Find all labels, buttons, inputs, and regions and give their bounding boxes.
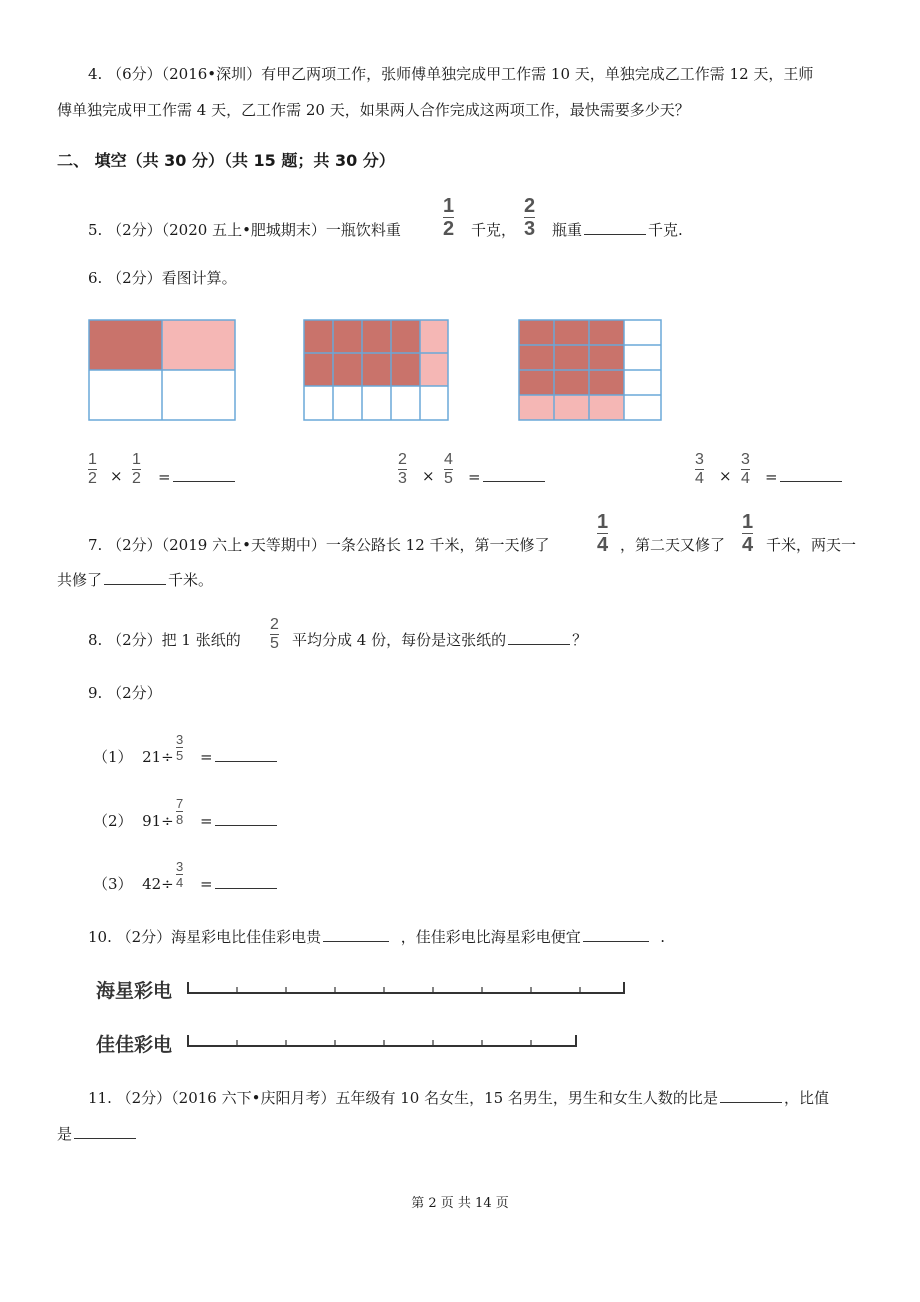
q5-suffix-a: 瓶重: [552, 221, 583, 239]
q6-eq3-equals: [765, 467, 844, 486]
equals-sign: =: [200, 875, 213, 893]
q8-answer-blank[interactable]: [508, 630, 570, 645]
equals-sign: =: [765, 468, 778, 486]
q9-item-1-equals: [200, 747, 279, 767]
q6-eq2-fraction-b: [444, 452, 453, 487]
q5-mid: 千克，: [471, 221, 517, 239]
q11-line2: [57, 1124, 138, 1144]
q11-answer-blank-1[interactable]: [720, 1088, 782, 1103]
denominator: 4: [741, 470, 750, 487]
denominator: 4: [742, 534, 754, 556]
q11-line1-a: 11. （2分）（2016 六下•庆阳月考）五年级有 10 名女生，15 名男生，男生和女生人数的比是: [88, 1089, 718, 1107]
q5-prefix: 5. （2分）（2020 五上•肥城期末）一瓶饮料重: [88, 221, 401, 239]
q5-answer-blank[interactable]: [584, 220, 646, 235]
q9-item-3-fraction: [176, 860, 183, 889]
q5-fraction-1: [443, 196, 454, 239]
q11-line1: [88, 1088, 829, 1108]
q10-text-a: 10. （2分）海星彩电比佳佳彩电贵: [88, 928, 322, 946]
numerator: 3: [741, 451, 750, 468]
numerator: 1: [443, 195, 455, 217]
q4-line1: 4. （6分）（2016•深圳）有甲乙两项工作，张师傅单独完成甲工作需 10 天，单独完成乙工作需 12 天，王师: [88, 65, 814, 83]
q10-bar-haixing: [186, 978, 628, 1000]
denominator: 2: [443, 218, 455, 240]
numerator: 3: [176, 859, 184, 874]
q7-line2-b: 千米。: [168, 571, 214, 589]
q7-fraction-1: [597, 512, 608, 555]
denominator: 5: [270, 635, 279, 652]
q9-item-1-answer-blank[interactable]: [215, 747, 277, 762]
q10-answer-blank-2[interactable]: [583, 927, 649, 942]
q7-fraction-2: [742, 512, 753, 555]
numerator: 1: [88, 451, 97, 468]
q6-eq1-equals: [158, 467, 237, 486]
q10-text-b: ，佳佳彩电比海星彩电便宜: [400, 928, 581, 946]
q8-suffix-b: ？: [572, 631, 588, 649]
q10-text: [88, 927, 665, 947]
q8-suffix-a: 平均分成 4 份，每份是这张纸的: [292, 631, 507, 649]
q10-answer-blank-1[interactable]: [323, 927, 389, 942]
numerator: 1: [742, 511, 754, 533]
q9-item-3: [93, 874, 174, 894]
q9-item-dividend: 21÷: [142, 748, 174, 766]
numerator: 3: [176, 732, 184, 747]
denominator: 3: [524, 218, 536, 240]
denominator: 4: [176, 875, 184, 890]
q7-line2-a: 共修了: [57, 571, 103, 589]
q8-suffix: [292, 630, 587, 650]
q8-fraction: [270, 617, 279, 652]
q7-mid: ，第二天又修了: [620, 536, 726, 554]
grid-cell-dark: [89, 320, 162, 370]
denominator: 5: [444, 470, 453, 487]
bar-label-haixing: 海星彩电: [96, 980, 173, 1002]
times-sign: ×: [422, 467, 435, 485]
bar-label-jiajia: 佳佳彩电: [96, 1034, 173, 1056]
q7-suffix: 千米，两天一: [766, 536, 857, 554]
numerator: 1: [597, 511, 609, 533]
q6-eq1-fraction-a: [88, 452, 97, 487]
q9-item-2-equals: [200, 811, 279, 831]
q9-item-2: [93, 811, 174, 831]
denominator: 8: [176, 812, 184, 827]
q6-eq1-fraction-b: [132, 452, 141, 487]
q7-answer-blank[interactable]: [104, 570, 166, 585]
section-title: 二、 填空（共 30 分）（共 15 题；共 30 分）: [57, 151, 395, 170]
q9-item-1: [93, 747, 174, 767]
q11-line2-text: 是: [57, 1125, 73, 1143]
q9-item-3-answer-blank[interactable]: [215, 874, 277, 889]
q6-figure-1: [88, 319, 236, 421]
q7-prefix: 7. （2分）（2019 六上•天等期中）一条公路长 12 千米，第一天修了: [88, 536, 550, 554]
q11-answer-blank-2[interactable]: [74, 1124, 136, 1139]
denominator: 2: [132, 470, 141, 487]
times-sign: ×: [719, 467, 732, 485]
numerator: 2: [398, 451, 407, 468]
numerator: 2: [270, 616, 279, 633]
grid-cell-light: [162, 320, 235, 370]
grid-cells-dark: [519, 320, 624, 395]
q9-item-dividend: 42÷: [142, 875, 174, 893]
q9-item-label: （2）: [93, 812, 133, 830]
numerator: 7: [176, 796, 184, 811]
equals-sign: =: [468, 468, 481, 486]
denominator: 2: [88, 470, 97, 487]
q6-eq3-fraction-b: [741, 452, 750, 487]
q9-item-label: （1）: [93, 748, 133, 766]
q5-suffix-b: 千克.: [648, 221, 683, 239]
q11-line1-b: ，比值: [783, 1089, 829, 1107]
q9-item-dividend: 91÷: [142, 812, 174, 830]
q6-figure-2: [303, 319, 449, 421]
q9-text: 9. （2分）: [88, 684, 162, 702]
q6-eq2-fraction-a: [398, 452, 407, 487]
times-sign: ×: [110, 467, 123, 485]
q9-item-3-equals: [200, 874, 279, 894]
q9-item-1-fraction: [176, 733, 183, 762]
q10-bar-jiajia: [186, 1031, 580, 1053]
equals-sign: =: [158, 468, 171, 486]
q9-item-label: （3）: [93, 875, 133, 893]
q7-line2: [57, 570, 213, 590]
q4-line2: 傅单独完成甲工作需 4 天，乙工作需 20 天，如果两人合作完成这两项工作，最快需要多少天？: [57, 101, 690, 119]
q6-eq2-answer-blank[interactable]: [483, 467, 545, 482]
q5-suffix: [552, 220, 683, 240]
numerator: 1: [132, 451, 141, 468]
numerator: 4: [444, 451, 453, 468]
equals-sign: =: [200, 748, 213, 766]
q6-text: 6. （2分）看图计算。: [88, 269, 237, 287]
denominator: 4: [597, 534, 609, 556]
denominator: 4: [695, 470, 704, 487]
q8-prefix: 8. （2分）把 1 张纸的: [88, 631, 241, 649]
equals-sign: =: [200, 812, 213, 830]
grid-cells-light: [519, 395, 624, 420]
q6-eq3-fraction-a: [695, 452, 704, 487]
q6-eq1-answer-blank[interactable]: [173, 467, 235, 482]
q9-item-2-answer-blank[interactable]: [215, 811, 277, 826]
q9-item-2-fraction: [176, 797, 183, 826]
q6-eq3-answer-blank[interactable]: [780, 467, 842, 482]
q10-text-c: .: [660, 928, 666, 946]
numerator: 2: [524, 195, 536, 217]
denominator: 3: [398, 470, 407, 487]
q6-eq2-equals: [468, 467, 547, 486]
denominator: 5: [176, 748, 184, 763]
q5-fraction-2: [524, 196, 535, 239]
q6-figure-3: [518, 319, 662, 421]
page-footer: 第 2 页 共 14 页: [411, 1196, 509, 1211]
numerator: 3: [695, 451, 704, 468]
